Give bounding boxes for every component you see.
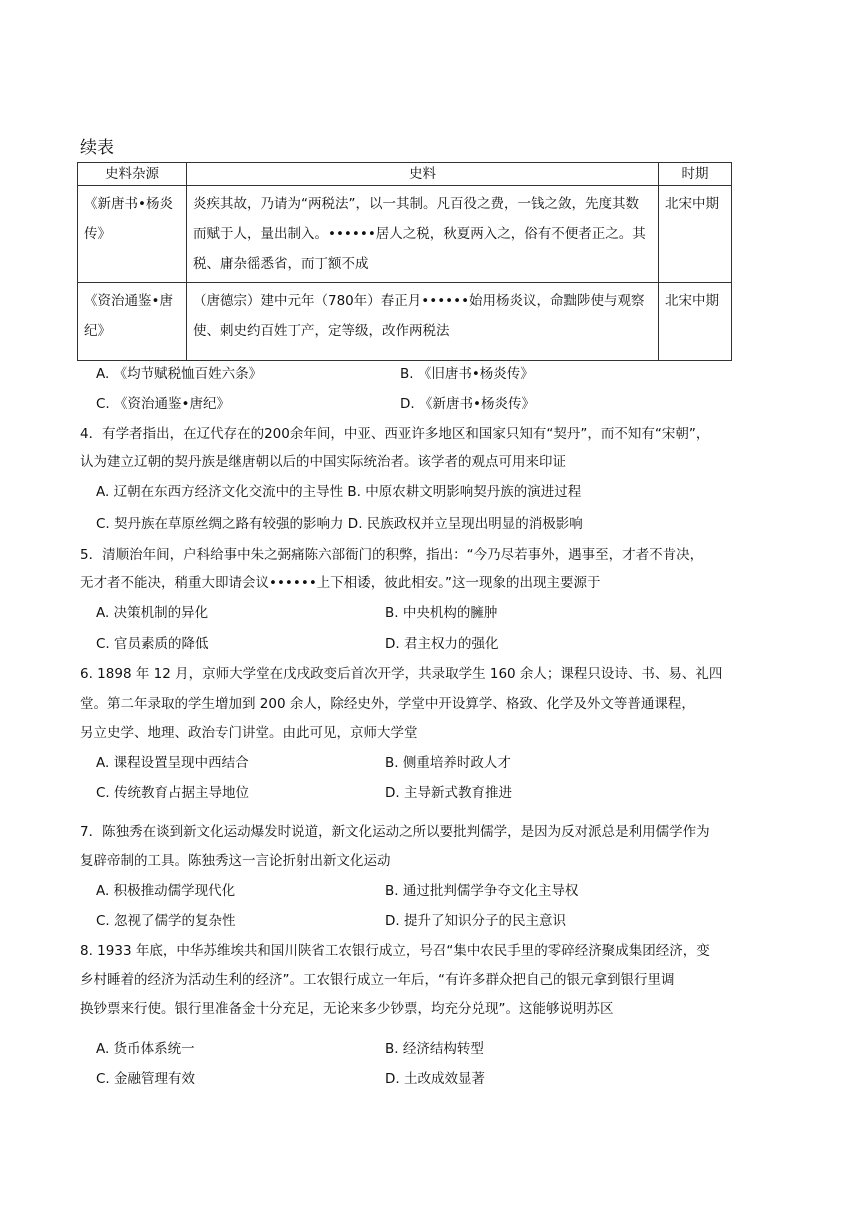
q7-option-c: C. 忽视了儒学的复杂性 (96, 913, 236, 929)
q4-stem-line: 认为建立辽朝的契丹族是继唐朝以后的中国实际统治者。该学者的观点可用来印证 (80, 454, 566, 470)
period-cell: 北宋中期 (659, 186, 732, 283)
q7-stem-line: 复辟帝制的工具。陈独秀这一言论折射出新文化运动 (80, 853, 391, 869)
q6-stem-line: 另立史学、地理、政治专门讲堂。由此可见，京师大学堂 (80, 725, 418, 741)
q8-stem-line: 乡村睡着的经济为活动生利的经济”。工农银行成立一年后，“有许多群众把自己的银元拿到银行里调 (80, 972, 675, 988)
q7-option-d: D. 提升了知识分子的民主意识 (385, 913, 566, 929)
q4-options-cd: C. 契丹族在草原丝绸之路有较强的影响力 D. 民族政权并立呈现出明显的消极影响 (96, 516, 583, 532)
q5-option-c: C. 官员素质的降低 (96, 636, 209, 652)
column-header-text: 史料 (187, 163, 659, 186)
q4-options-ab: A. 辽朝在东西方经济文化交流中的主导性 B. 中原农耕文明影响契丹族的演进过程 (96, 484, 582, 500)
column-header-source: 史料杂源 (78, 163, 187, 186)
q5-option-b: B. 中央机构的臃肿 (385, 605, 498, 621)
q8-option-a: A. 货币体系统一 (96, 1041, 195, 1057)
period-cell: 北宋中期 (659, 283, 732, 361)
q3-option-a: A. 《均节赋税恤百姓六条》 (96, 366, 263, 382)
history-source-table (77, 162, 732, 361)
text-cell: （唐德宗）建中元年（780年）春正月••••••始用杨炎议，命黜陟使与观察使、刺史约百姓丁产，定等级，改作两税法 (187, 283, 659, 361)
q4-stem-line: 4．有学者指出，在辽代存在的200余年间，中亚、西亚许多地区和国家只知有“契丹”，而不知有“宋朝”， (80, 426, 710, 442)
q8-option-c: C. 金融管理有效 (96, 1071, 196, 1087)
q3-option-b: B. 《旧唐书•杨炎传》 (400, 366, 534, 382)
q5-option-a: A. 决策机制的异化 (96, 605, 209, 621)
q7-stem-line: 7．陈独秀在谈到新文化运动爆发时说道，新文化运动之所以要批判儒学，是因为反对派总是利用儒学作为 (80, 824, 710, 840)
q5-stem-line: 5．清顺治年间，户科给事中朱之弼痛陈六部衙门的积弊，指出：“今乃尽若事外，遇事至，才者不肯决， (80, 547, 704, 563)
q7-option-b: B. 通过批判儒学争夺文化主导权 (385, 883, 579, 899)
q8-stem-line: 换钞票来行使。银行里准备金十分充足，无论来多少钞票，均充分兑现”。这能够说明苏区 (80, 1001, 614, 1017)
q6-option-d: D. 主导新式教育推进 (385, 785, 512, 801)
q6-option-c: C. 传统教育占据主导地位 (96, 785, 250, 801)
q8-option-b: B. 经济结构转型 (385, 1041, 484, 1057)
q6-stem-line: 堂。第二年录取的学生增加到 200 余人，除经史外，学堂中开设算学、格致、化学及外文等普通课程， (80, 696, 695, 712)
q8-stem-line: 8. 1933 年底，中华苏维埃共和国川陕省工农银行成立，号召“集中农民手里的零碎经济聚成集团经济，变 (80, 943, 710, 959)
table-header-row (78, 163, 732, 186)
column-header-period: 时期 (659, 163, 732, 186)
q5-option-d: D. 君主权力的强化 (385, 636, 499, 652)
q6-option-a: A. 课程设置呈现中西结合 (96, 755, 249, 771)
q8-option-d: D. 土改成效显著 (385, 1071, 485, 1087)
q3-option-d: D. 《新唐书•杨炎传》 (400, 396, 535, 412)
q6-option-b: B. 侧重培养时政人才 (385, 755, 511, 771)
q5-stem-line: 无才者不能决，稍重大即请会议••••••上下相诿，彼此相安。”这一现象的出现主要源于 (80, 575, 601, 591)
table-row (78, 283, 732, 361)
source-cell: 《资治通鉴•唐纪》 (78, 283, 187, 361)
table-row (78, 186, 732, 283)
text-cell: 炎疾其故，乃请为“两税法”，以一其制。凡百役之费，一钱之敛，先度其数而赋于人，量出制入。••••••居人之税，秋夏两入之，俗有不便者正之。其税、庸杂徭悉省，而丁额不成 (187, 186, 659, 283)
q6-stem-line: 6. 1898 年 12 月，京师大学堂在戊戌政变后首次开学，共录取学生 160 余人；课程只设诗、书、易、礼四 (80, 666, 723, 682)
table-title: 续表 (80, 138, 114, 158)
source-cell: 《新唐书•杨炎传》 (78, 186, 187, 283)
q3-option-c: C. 《资治通鉴•唐纪》 (96, 396, 230, 412)
q7-option-a: A. 积极推动儒学现代化 (96, 883, 236, 899)
